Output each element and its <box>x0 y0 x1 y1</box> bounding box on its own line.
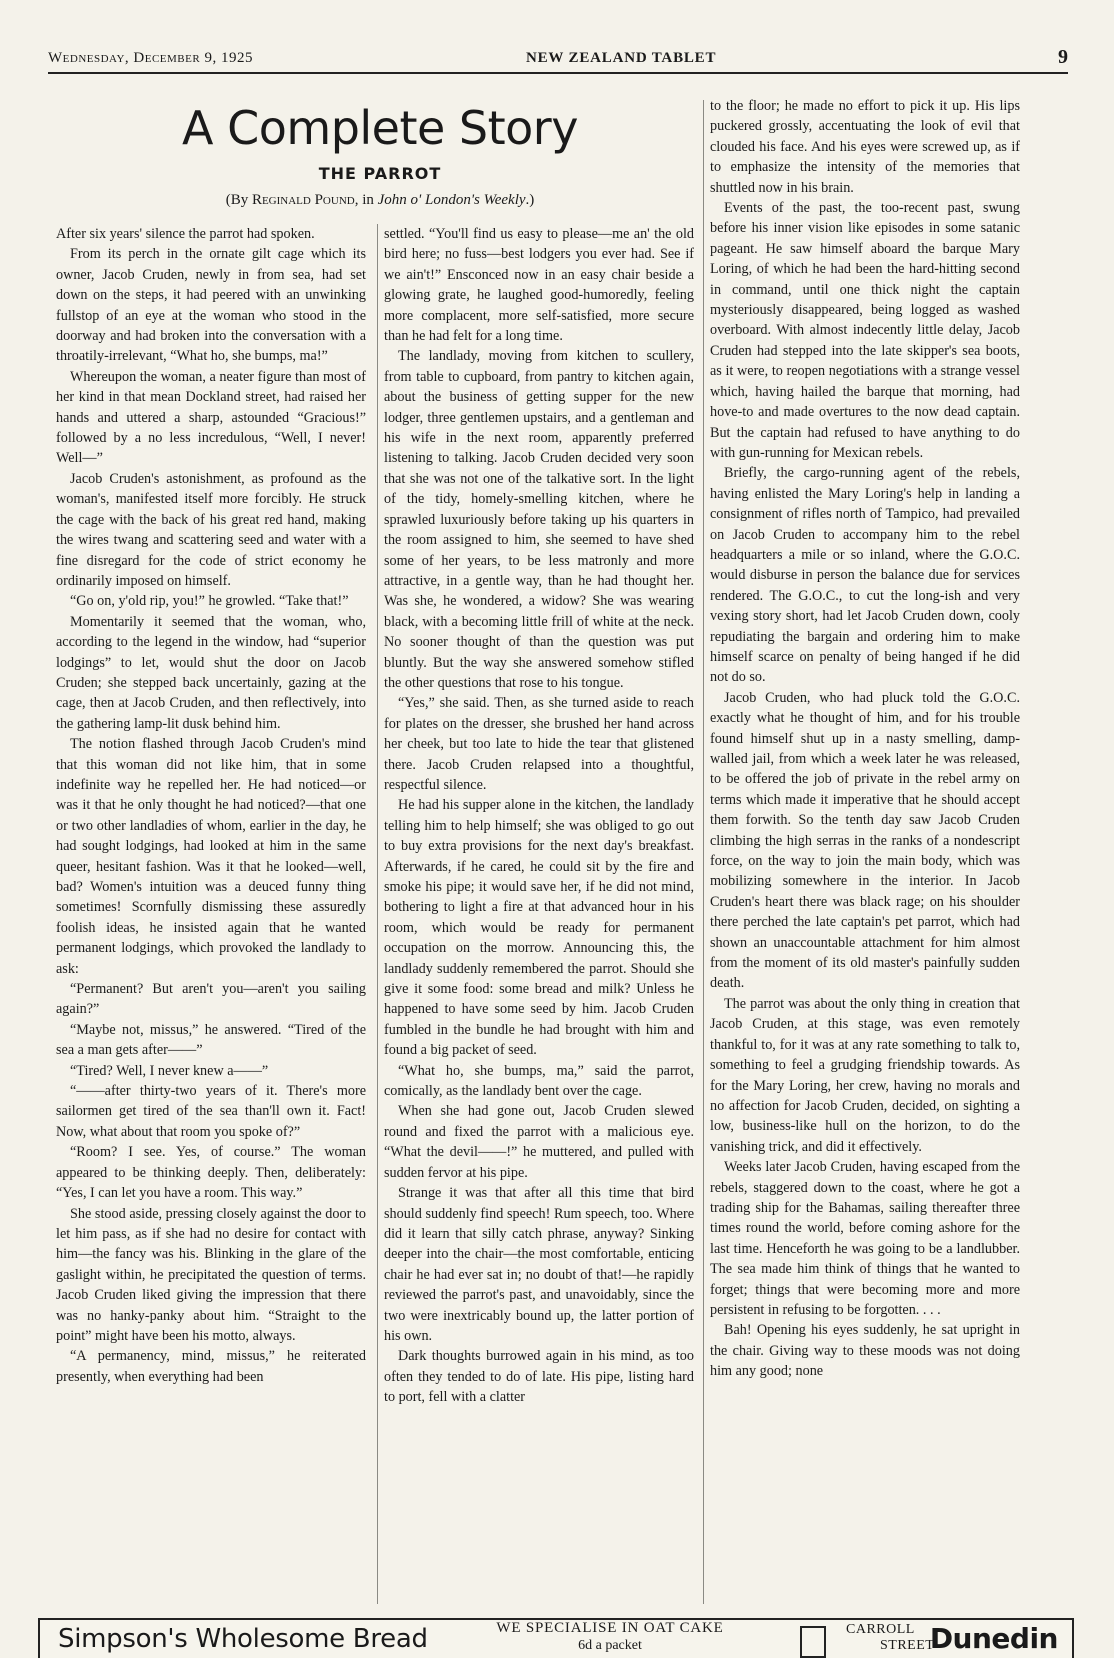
text-column-3 <box>710 96 1020 1604</box>
text-column-1 <box>56 224 366 1604</box>
story-paragraph: Jacob Cruden, who had pluck told the G.O.C. exactly what he thought of him, and for his trouble found himself shut up in a nasty smelling, damp-walled jail, from which a week later he was released, to be offered the job of private in the rebel army on terms which made it imperative that he should accept them forwith. So the tenth day saw Jacob Cruden climbing the high serras in the ranks of a nondescript force, on the way to join the main body, which was mobilizing somewhere in the interior. In Jacob Cruden's heart there was black rage; on his shoulder there perched the late captain's pet parrot, which had shown an unaccountable attachment for him almost from the moment of its old master's painfully sudden death. <box>710 689 1020 992</box>
story-paragraph: Momentarily it seemed that the woman, who, according to the legend in the window, had “superior lodgings” to let, would shut the door on Jacob Cruden; she stepped back uncertainly, gazing at the cage, then at Jacob Cruden, and then reflectively, into the gathering lamp-lit dusk behind him. <box>56 613 366 732</box>
bread-advertisement <box>38 1618 1074 1658</box>
story-paragraph: settled. “You'll find us easy to please—me an' the old bird here; no fuss—best lodgers you ever had. See if we ain't!” Ensconced now in an easy chair beside a glowing grate, he laughed good-humoredly, feeling more complacent, more self-satisfied, more secure than he had felt for a long time. <box>384 226 694 345</box>
story-paragraph: “A permanency, mind, missus,” he reiterated presently, when everything had been <box>56 1348 366 1385</box>
story-paragraph: Weeks later Jacob Cruden, having escaped from the rebels, staggered down to the coast, where he got a trading ship for the Bahamas, sailing thereafter three times round the world, before coming ashore for the last time. Henceforth he was going to be a landlubber. The sea made him think of things that he wanted to forget; things that were becoming more and more persistent in refusing to be forgotten. . . . <box>710 1159 1020 1318</box>
story-paragraph: to the floor; he made no effort to pick it up. His lips puckered grossly, accentuating the look of evil that clouded his face. And his eyes were screwed up, as if to emphasize the intensity of the memories that shuttled now in his brain. <box>710 98 1020 196</box>
story-paragraph: “Room? I see. Yes, of course.” The woman appeared to be thinking deeply. Then, deliberately: “Yes, I can let you have a room. This way.” <box>56 1144 366 1202</box>
story-paragraph: When she had gone out, Jacob Cruden slewed round and fixed the parrot with a malicious eye. “What the devil——!” he muttered, and pulled with sudden fervor at his pipe. <box>384 1103 694 1181</box>
story-paragraph: He had his supper alone in the kitchen, the landlady telling him to help himself; she was obliged to go out to buy extra provisions for the next day's breakfast. Afterwards, if he cared, he could sit by the fire and smoke his pipe; it would save her, if he did not mind, bothering to light a fire at that advanced hour in his room, which would be ready for permanent occupation on the morrow. Announcing this, the landlady suddenly remembered the parrot. Should she give it some food: some bread and milk? Unless he happened to have some seed by him. Jacob Cruden fumbled in the bundle he had brought with him and found a big packet of seed. <box>384 797 694 1059</box>
issue-date: Wednesday, December 9, 1925 <box>48 50 253 66</box>
story-paragraph: She stood aside, pressing closely against the door to let him pass, as if she had no desire for contact with him—the fancy was his. Blinking in the glare of the gaslight within, he precipitated the question of terms. Jacob Cruden liked giving the impression that there was no hanky-panky about him. “Straight to the point” might have been his motto, always. <box>56 1205 366 1344</box>
story-paragraph: The parrot was about the only thing in creation that Jacob Cruden, at this stage, was even remotely thankful to, for it was at any rate something to talk to, something to feel a grudging friendship towards. As for the Mary Loring, her crew, having no morals and no affection for Jacob Cruden, decided, on sighting a low, business-like hull on the horizon, to do the vanishing trick, and did it effectively. <box>710 995 1020 1155</box>
page-number: 9 <box>1058 46 1068 68</box>
story-paragraph: “——after thirty-two years of it. There's more sailormen get tired of the sea than'll own it. Fact! Now, what about that room you spoke of?” <box>56 1083 366 1140</box>
publication-name: John o' London's Weekly <box>377 192 526 208</box>
ad-business-name: Simpson's Wholesome Bread <box>58 1624 428 1654</box>
byline-post: .) <box>525 192 535 208</box>
story-heading: A Complete Story <box>182 101 578 155</box>
story-paragraph: “Tired? Well, I never knew a——” <box>70 1062 269 1079</box>
story-paragraph: The notion flashed through Jacob Cruden's mind that this woman did not like him, that in some indefinite way he repelled her. He had noticed—or was it that he only thought he had noticed?—that one or two other landladies of whom, earlier in the day, he had sought lodgings, had looked at him in the same queer, hesitant fashion. Was it that he looked—well, bad? Women's intuition was a deuced funny thing sometimes! Scornfully dismissing these assuredly foolish ideas, he insisted again that he wanted permanent lodgings, which provoked the landlady to ask: <box>56 736 366 977</box>
ad-street-label: STREET <box>880 1638 935 1653</box>
page-header <box>48 48 1068 74</box>
text-column-2 <box>384 224 694 1604</box>
story-paragraph: “Maybe not, missus,” he answered. “Tired of the sea a man gets after——” <box>56 1021 366 1059</box>
column-rule <box>377 224 378 1604</box>
story-paragraph: “What ho, she bumps, ma,” said the parrot, comically, as the landlady bent over the cage. <box>384 1062 694 1100</box>
story-paragraph: Jacob Cruden's astonishment, as profound as the woman's, manifested itself more forcibly. He struck the cage with the back of his great red hand, making the wires twang and scattering seed and water with a fine disregard for the code of strict economy he ordinarily imposed on himself. <box>56 470 366 589</box>
story-paragraph: Briefly, the cargo-running agent of the rebels, having enlisted the Mary Loring's help in landing a consignment of rifles north of Tampico, had prevailed on Jacob Cruden to accompany him to the rebel headquarters a mile or so inland, where the G.O.C. would disburse in person the balance due for services rendered. The G.O.C., to cut the long-ish and very vexing story short, had let Jacob Cruden down, cooly repudiating the bargain and ordering him to make himself scarce on penalty of being hanged if he did not do so. <box>710 465 1020 686</box>
byline <box>60 192 700 209</box>
ad-city: Dunedin <box>929 1622 1058 1655</box>
story-title: THE PARROT <box>318 164 442 183</box>
story-paragraph: Events of the past, the too-recent past, swung before his inner vision like episodes in some satanic pageant. He saw himself aboard the barque Mary Loring, of which he had been the hard-hitting second in command, until one thick night the captain mysteriously disappeared, being logged as washed overboard. With almost indecently little delay, Jacob Cruden had stepped into the late skipper's sea boots, as it were, to reopen negotiations with a strange vessel which, having hailed the barque that morning, had hove-to and made overtures to the now dead captain. But the captain had refused to have anything to do with gun-running for Mexican rebels. <box>710 200 1020 461</box>
byline-mid: , in <box>354 192 378 208</box>
newspaper-name: NEW ZEALAND TABLET <box>526 50 717 66</box>
ad-street-name: CARROLL <box>846 1622 915 1637</box>
byline-pre: (By <box>225 192 252 208</box>
story-paragraph: The landlady, moving from kitchen to scullery, from table to cupboard, from pantry to kitchen again, about the business of getting supper for the new lodger, three gentlemen upstairs, and a gentleman and his wife in the next room, apparently preferred listening to talking. Jacob Cruden decided very soon that she was not one of the talkative sort. In the light of the tidy, homely-smelling kitchen, where he sprawled luxuriously before taking up his quarters in the room assigned to him, she seemed to have shed some of her years, to be less matronly and more attractive, in a gentle way, than he had thought her. Was she, he wondered, a widow? She was wearing black, with a becoming little frill of white at the neck. No sooner thought of than the question was put bluntly. But the way she answered somehow stifled the other questions that rose to his tongue. <box>384 348 694 691</box>
story-paragraph: “Yes,” she said. Then, as she turned aside to reach for plates on the dresser, she brushed her hand across her cheek, but too late to hide the tear that glistened there. Jacob Cruden relapsed into a thoughtful, respectful silence. <box>384 695 694 793</box>
ad-box-mark <box>800 1626 826 1658</box>
story-paragraph: From its perch in the ornate gilt cage which its owner, Jacob Cruden, newly in from sea, had set down on the steps, it had peered with an unwinking fullstop of an eye at the woman who stood in the doorway and had broken into the conversation with a throatily-irrelevant, “What ho, she bumps, ma!” <box>56 246 366 365</box>
story-paragraph: Bah! Opening his eyes suddenly, he sat upright in the chair. Giving way to these moods was not doing him any good; none <box>710 1322 1020 1380</box>
ad-specialty: WE SPECIALISE IN OAT CAKE <box>496 1620 724 1636</box>
story-paragraph: Strange it was that after all this time that bird should suddenly find speech! Rum speech, too. Where did it learn that silly catch phrase, anyway? Sinking deeper into the chair—the most comfortable, enticing chair he had ever sat in; no doubt of that!—he rapidly reviewed the parrot's past, and unavoidably, since the two were inextricably bound up, the latter portion of his own. <box>384 1185 694 1344</box>
story-paragraph: “Permanent? But aren't you—aren't you sailing again?” <box>56 981 366 1018</box>
story-paragraph: “Go on, y'old rip, you!” he growled. “Take that!” <box>70 593 349 610</box>
story-paragraph: After six years' silence the parrot had spoken. <box>56 226 315 242</box>
column-rule <box>703 100 704 1604</box>
story-paragraph: Whereupon the woman, a neater figure than most of her kind in that mean Dockland street, had raised her hands and uttered a sharp, astounded “Gracious!” followed by a no less incredulous, “Well, I never! Well—” <box>56 368 366 467</box>
story-paragraph: Dark thoughts burrowed again in his mind, as too often they tended to do of late. His pipe, listing hard to port, fell with a clatter <box>384 1348 694 1406</box>
ad-price: 6d a packet <box>578 1638 642 1653</box>
author-name: Reginald Pound <box>251 192 355 208</box>
